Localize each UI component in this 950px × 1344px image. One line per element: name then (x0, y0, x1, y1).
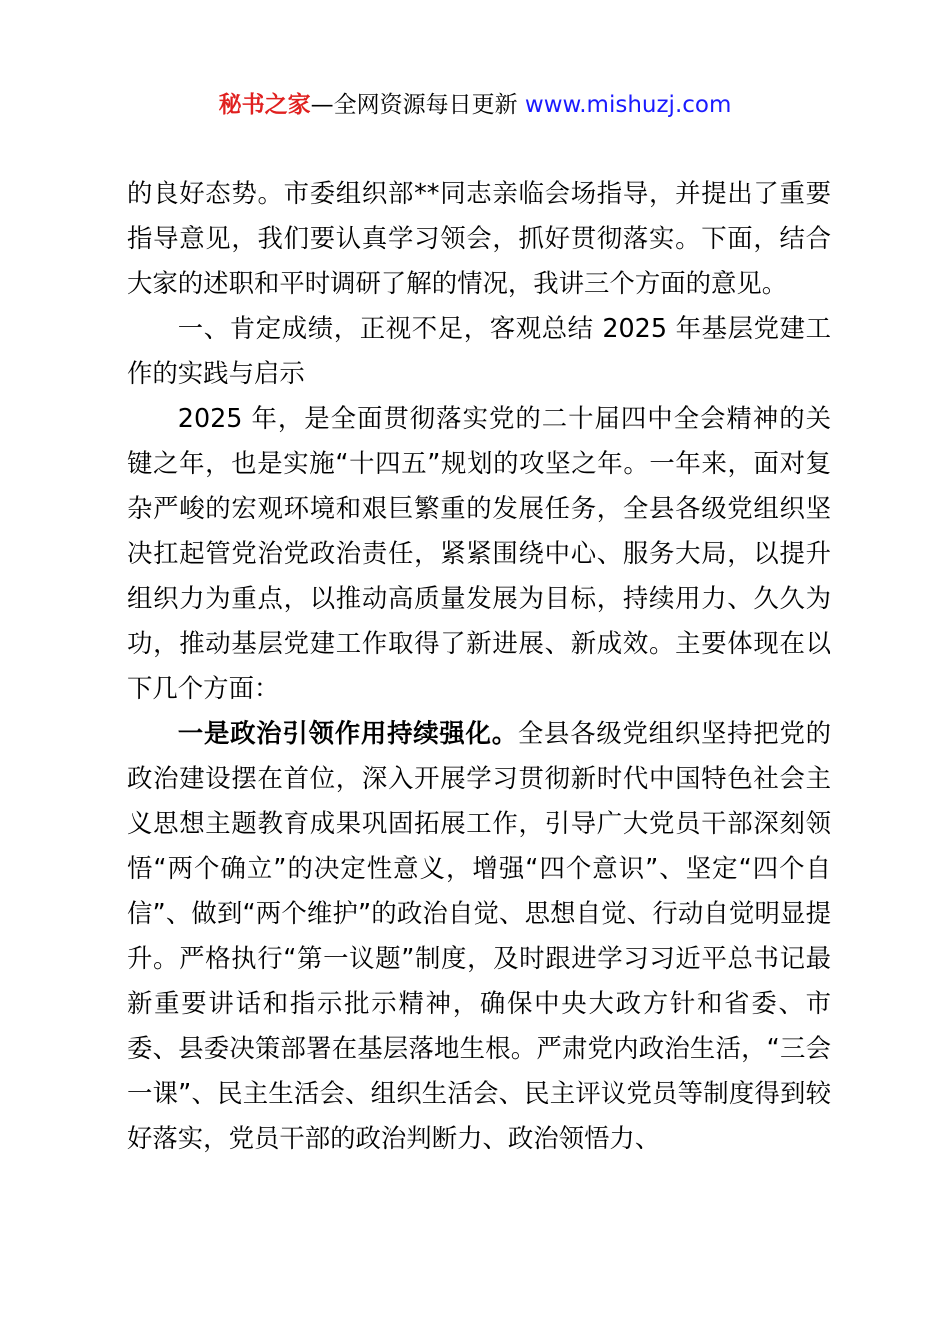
section-heading-text: 一、肯定成绩，正视不足，客观总结 2025 年基层党建工作的实践与启示 (127, 313, 831, 388)
paragraph-text: 全县各级党组织坚持把党的政治建设摆在首位，深入开展学习贯彻新时代中国特色社会主义思想主题教育成果巩固拓展工作，引导广大党员干部深刻领悟“两个确立”的决定性意义，增强“四个意识”、坚定“四个自信”、做到“两个维护”的政治自觉、思想自觉、行动自觉明显提升。严格执行“第一议题”制度，及时跟进学习习近平总书记最新重要讲话和指示批示精神，确保中央大政方针和省委、市委、县委决策部署在基层落地生根。严肃党内政治生活，“三会一课”、民主生活会、组织生活会、民主评议党员等制度得到较好落实，党员干部的政治判断力、政治领悟力、 (127, 718, 832, 1153)
site-brand: 秘书之家 (218, 92, 311, 118)
site-header (0, 88, 950, 122)
paragraph-lead: 一是政治引领作用持续强化。 (177, 718, 518, 748)
site-tagline: —全网资源每日更新 (310, 92, 525, 118)
paragraph-continuation (127, 171, 831, 306)
paragraph-text: 的良好态势。市委组织部**同志亲临会场指导，并提出了重要指导意见，我们要认真学习领会，抓好贯彻落实。下面，结合大家的述职和平时调研了解的情况，我讲三个方面的意见。 (127, 178, 831, 298)
paragraph-text: 2025 年，是全面贯彻落实党的二十届四中全会精神的关键之年，也是实施“十四五”规划的攻坚之年。一年来，面对复杂严峻的宏观环境和艰巨繁重的发展任务，全县各级党组织坚决扛起管党治党政治责任，紧紧围绕中心、服务大局，以提升组织力为重点，以推动高质量发展为目标，持续用力、久久为功，推动基层党建工作取得了新进展、新成效。主要体现在以下几个方面： (127, 403, 831, 703)
section-heading (127, 306, 831, 396)
site-url-link[interactable]: www.mishuzj.com (524, 92, 732, 118)
document-body (127, 171, 831, 1161)
paragraph-point-one (127, 711, 831, 1161)
paragraph-intro (127, 396, 831, 711)
